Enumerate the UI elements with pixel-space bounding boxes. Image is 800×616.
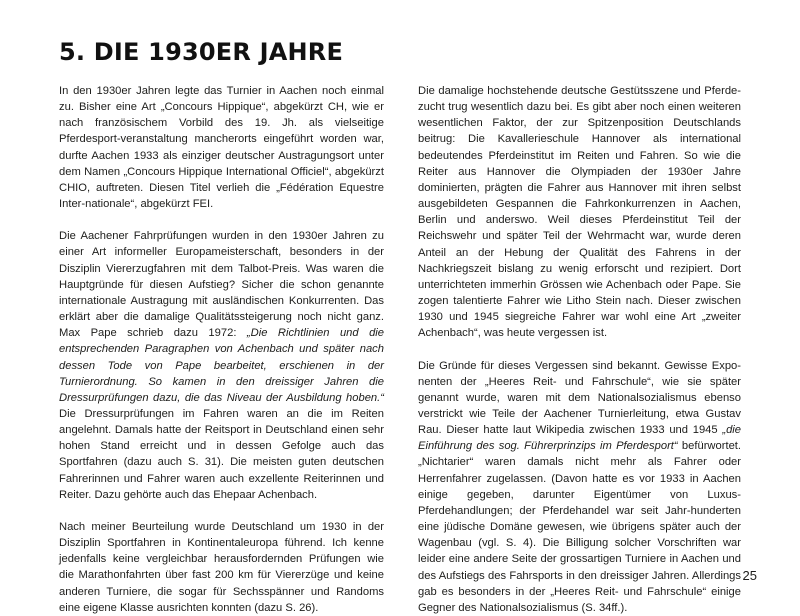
paragraph-text: befürwortet. „Nichtarier“ waren damals nicht mehr als Fahrer oder Herrenfahrer zugelassen. (Davon hatte es vor 1933 in Aachen einige gegeben, darunter Eigentümer von Luxus-Pferdehandlungen; der Pferdehandel war seit Jahr-hunderten eine jüdische Domäne gewesen, wie übrigens später auch der Wagenbau (vgl. S. 4). Die Billigung solcher Vorschriften war leider eine andere Seite der grossartigen Turniere in Aachen und des Aufstiegs des Fahrsports in den dreissiger Jahren. Allerdings gab es besonders in der „Heeres Reit- und Fahrschule“ einige Gegner des Nationalsozialismus (S. 34ff.). <box>418 440 741 614</box>
paragraph-aachen-chio: In den 1930er Jahren legte das Turnier in Aachen noch einmal zu. Bisher eine Art „Concours Hippique“, abgekürzt CH, wie er nach französischem Vorbild des 19. Jh. als vielseitige Pferdesport-veranstaltung mancherorts eingeführt worden war, durfte Aachen 1933 als einziger deutscher Austragungsort unter dem Namen „Concours Hippique International Officiel“, abgekürzt CHIO, auftreten. Diesen Titel verlieh die „Fédération Equestre Inter-nationale“, abgekürzt FEI. <box>59 83 384 212</box>
paragraph-text: Die Dressurprüfungen im Fahren waren an die im Reiten angelehnt. Damals hatte der Reitsport in Deutschland einen sehr hohen Stand erreicht und in dessen Gefolge auch das Sportfahren (dazu auch S. 31). Die meisten guten deutschen Fahrerinnen und Fahrer waren auch exzellente Reiterinnen und Reiter. Dazu gehörte auch das Ehepaar Achenbach. <box>59 408 384 501</box>
paragraph-forgetting-reasons <box>418 358 741 616</box>
paragraph-kavallerieschule: Die damalige hochstehende deutsche Gestütsszene und Pferde-zucht trug wesentlich dazu bei. Es gibt aber noch einen weiteren wesentlichen Faktor, der zur Spitzenposition Deutschlands beitrug: Die Kavallerieschule Hannover als international bedeutendes Pferdeinstitut im Reiten und Fahren. So wie die Reiter aus Hannover die Olympiaden der 1930er Jahre dominierten, prägten die Fahrer aus Hannover mit ihren selbst ausgebildeten Gespannen die Fahrkonkurrenzen in Aachen, Berlin und anderswo. Weil dieses Pferdeinstitut Teil der Reichswehr und später Teil der Wehrmacht war, wurde deren Anteil an der Hebung der Qualität des Fahrens in der Nachkriegszeit bislang zu wenig erforscht und rezipiert. Dort unterrichteten immerhin Grössen wie Achenbach oder Pape. Sie zogen talentierte Fahrer wie Litho Stein nach. Dieser zwischen 1930 und 1945 siegreiche Fahrer war wohl eine Art „zweiter Achenbach“, was heute vergessen ist. <box>418 83 741 342</box>
paragraph-european-championship <box>59 228 384 503</box>
right-text-column <box>418 83 741 616</box>
page-number: 25 <box>743 568 757 583</box>
paragraph-text: Die Gründe für dieses Vergessen sind bekannt. Gewisse Expo-nenten der „Heeres Reit- und Fahrschule“, wie sie später genannt wurde, waren mit dem Nationalsozialismus ebenso verstrickt wie Teile der Aachener Turnierleitung, etwa Gustav Rau. Dieser hatte laut Wikipedia zwischen 1933 und 1945 <box>418 360 741 437</box>
paragraph-text: Die Aachener Fahrprüfungen wurden in den 1930er Jahren zu einer Art informeller Europameisterschaft, besonders in der Disziplin Viererzugfahren mit dem Talbot-Preis. Was waren die Hauptgründe für diesen Aufstieg? Sicher die schon genannte internationale Austragung mit ausländischen Konkurrenten. Das erklärt aber die damalige Qualitätssteigerung noch nicht ganz. Max Pape schrieb dazu 1972: <box>59 230 384 339</box>
wikipedia-quote: „die Einführung des sog. Führerprinzips im Pferdesport“ <box>418 424 741 452</box>
paragraph-germany-leading: Nach meiner Beurteilung wurde Deutschland um 1930 in der Disziplin Sportfahren in Kontinentaleuropa führend. Ich kenne jedenfalls keine vergleichbar herausfordernden Prüfungen wie die Marathonfahrten über fast 200 km für Viererzüge und keine anderen Turniere, die sogar für Sechsspänner und Randoms eine eigene Klasse ausrichten konnten (dazu S. 26). <box>59 519 384 616</box>
chapter-heading: 5. DIE 1930ER JAHRE <box>59 38 343 66</box>
left-text-column <box>59 83 384 616</box>
pape-quote: „Die Richtlinien und die entsprechenden Paragraphen von Achenbach und später nach dessen Tode von Pape bearbeitet, erschienen in der Turnierordnung. So kamen in den dreissiger Jahren die Dressurprüfungen dazu, die das Niveau der Ausbildung hoben.“ <box>59 327 384 404</box>
